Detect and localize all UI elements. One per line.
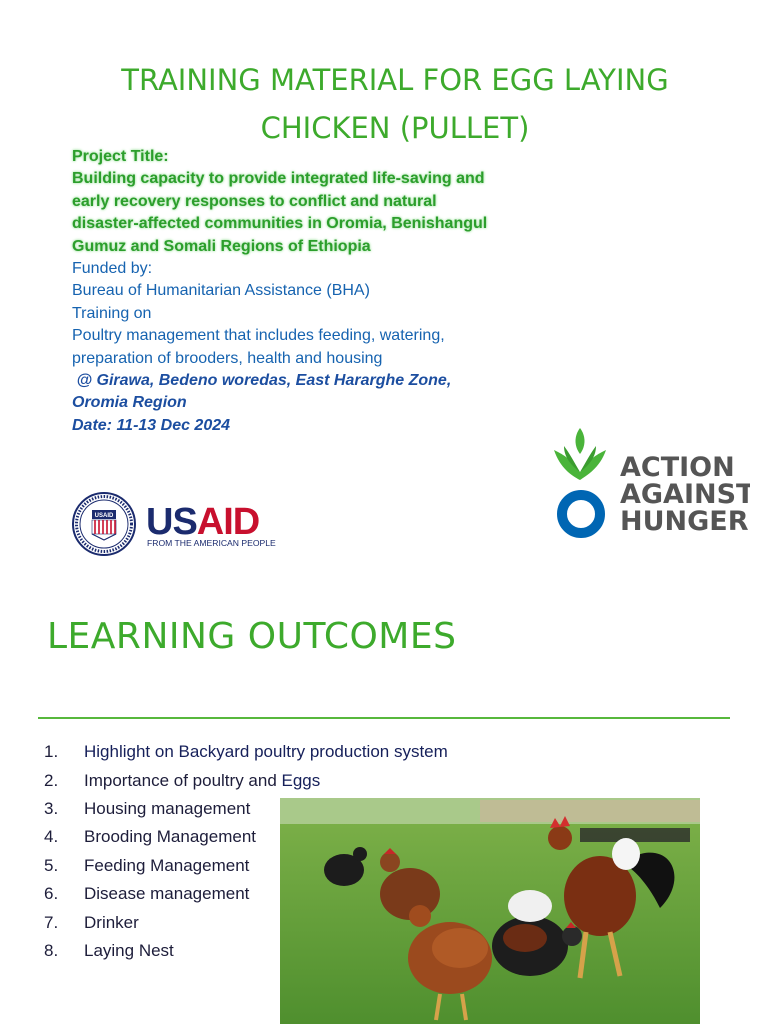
list-text: Importance of poultry and Eggs bbox=[84, 770, 321, 790]
project-info bbox=[72, 146, 552, 437]
funded-by-label: Funded by: bbox=[72, 260, 153, 278]
list-number: 3. bbox=[44, 798, 59, 818]
location-line: Oromia Region bbox=[72, 394, 187, 412]
project-title-line: disaster-affected communities in Oromia, Benishangul bbox=[72, 215, 488, 233]
list-item bbox=[44, 766, 448, 794]
action-against-hunger-logo bbox=[550, 424, 750, 548]
aah-line-2: AGAINST bbox=[620, 479, 750, 510]
training-topic-line: Poultry management that includes feeding, watering, bbox=[72, 327, 445, 345]
training-on-label: Training on bbox=[72, 304, 152, 322]
usaid-logo bbox=[70, 492, 310, 556]
svg-text:USAID: USAID bbox=[94, 513, 114, 519]
list-number: 4. bbox=[44, 827, 59, 847]
list-number: 7. bbox=[44, 912, 59, 932]
usaid-tagline: FROM THE AMERICAN PEOPLE bbox=[147, 538, 276, 548]
leaf-icon bbox=[554, 428, 606, 480]
project-title-line: Building capacity to provide integrated life-saving and bbox=[72, 170, 485, 188]
project-title-line: Gumuz and Somali Regions of Ethiopia bbox=[72, 237, 371, 255]
list-number: 8. bbox=[44, 940, 59, 960]
location-line: @ Girawa, Bedeno woredas, East Hararghe Zone, bbox=[72, 372, 452, 390]
list-item bbox=[44, 738, 448, 766]
title-line-2: CHICKEN (PULLET) bbox=[260, 111, 530, 145]
list-text: Laying Nest bbox=[84, 940, 174, 960]
funder-name: Bureau of Humanitarian Assistance (BHA) bbox=[72, 282, 370, 300]
chickens-photo bbox=[280, 798, 700, 1024]
training-topic-line: preparation of brooders, health and housing bbox=[72, 349, 383, 367]
training-date: Date: 11-13 Dec 2024 bbox=[72, 416, 231, 434]
project-title-label: Project Title: bbox=[72, 148, 169, 165]
drop-ring-icon bbox=[562, 495, 600, 533]
list-number: 1. bbox=[44, 742, 59, 762]
learning-outcomes-title: LEARNING OUTCOMES bbox=[47, 616, 457, 657]
title-divider bbox=[38, 717, 730, 719]
list-text: Drinker bbox=[84, 912, 139, 932]
list-number: 5. bbox=[44, 855, 59, 875]
list-text: Housing management bbox=[84, 798, 251, 818]
slide-title bbox=[40, 56, 750, 152]
aah-line-3: HUNGER bbox=[620, 506, 749, 537]
title-line-1: TRAINING MATERIAL FOR EGG LAYING bbox=[121, 63, 669, 97]
usaid-wordmark: USAID bbox=[146, 501, 260, 543]
project-title-line: early recovery responses to conflict and natural bbox=[72, 192, 437, 210]
list-text: Highlight on Backyard poultry production system bbox=[84, 742, 448, 762]
learning-outcomes-slide bbox=[0, 600, 768, 1024]
list-number: 6. bbox=[44, 884, 59, 904]
list-number: 2. bbox=[44, 770, 59, 790]
list-text: Disease management bbox=[84, 884, 250, 904]
aah-line-1: ACTION bbox=[620, 452, 735, 483]
list-text: Brooding Management bbox=[84, 827, 257, 847]
list-text: Feeding Management bbox=[84, 855, 250, 875]
usaid-seal-icon bbox=[73, 493, 135, 555]
